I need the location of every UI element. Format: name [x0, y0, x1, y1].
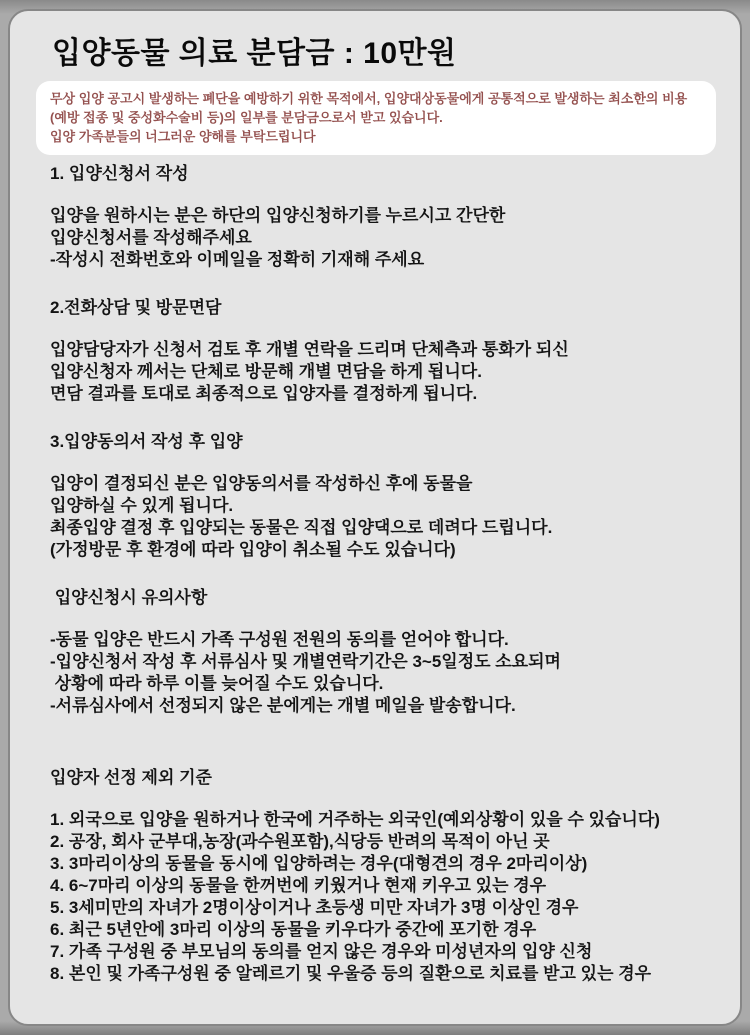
notice-line: 무상 입양 공고시 발생하는 폐단을 예방하기 위한 목적에서, 입양대상동물에게 공통적으로 발생하는 최소한의 비용	[50, 91, 688, 106]
list-item: 2. 공장, 회사 군부대,농장(과수원포함),식당등 반려의 목적이 아닌 곳	[50, 832, 550, 851]
body-line: -서류심사에서 선정되지 않은 분에게는 개별 메일을 발송합니다.	[50, 696, 516, 715]
section-exclusion-criteria	[50, 767, 702, 985]
body-line: 최종입양 결정 후 입양되는 동물은 직접 입양댁으로 데려다 드립니다.	[50, 518, 553, 537]
body-line: -작성시 전화번호와 이메일을 정확히 기재해 주세요	[50, 250, 425, 269]
section-heading: 2.전화상담 및 방문면담	[50, 298, 222, 317]
list-item: 6. 최근 5년안에 3마리 이상의 동물을 키우다가 중간에 포기한 경우	[50, 920, 537, 939]
section-cautions	[50, 587, 702, 717]
section-heading: 3.입양동의서 작성 후 입양	[50, 432, 243, 451]
notice-line: (예방 접종 및 중성화수술비 등)의 일부를 분담금으로서 받고 있습니다.	[50, 110, 443, 125]
section-body	[50, 809, 702, 985]
body-line: 상황에 따라 하루 이틀 늦어질 수도 있습니다.	[50, 674, 384, 693]
section-body	[50, 205, 702, 271]
list-item: 4. 6~7마리 이상의 동물을 한꺼번에 키웠거나 현재 키우고 있는 경우	[50, 876, 547, 895]
list-item: 3. 3마리이상의 동물을 동시에 입양하려는 경우(대형견의 경우 2마리이상)	[50, 854, 588, 873]
notice-line: 입양 가족분들의 너그러운 양해를 부탁드립니다	[50, 129, 316, 144]
body-line: 입양담당자가 신청서 검토 후 개별 연락을 드리며 단체측과 통화가 되신	[50, 340, 569, 359]
section-heading: 입양자 선정 제외 기준	[50, 768, 212, 787]
body-line: -동물 입양은 반드시 가족 구성원 전원의 동의를 얻어야 합니다.	[50, 630, 509, 649]
notice-card	[8, 9, 742, 1026]
fee-notice-box	[36, 81, 716, 155]
body-line: -입양신청서 작성 후 서류심사 및 개별연락기간은 3~5일정도 소요되며	[50, 652, 561, 671]
section-application-form	[50, 163, 702, 271]
section-heading: 1. 입양신청서 작성	[50, 164, 189, 183]
body-line: 입양이 결정되신 분은 입양동의서를 작성하신 후에 동물을	[50, 474, 473, 493]
section-body	[50, 473, 702, 561]
list-item: 5. 3세미만의 자녀가 2명이상이거나 초등생 미만 자녀가 3명 이상인 경우	[50, 898, 579, 917]
list-item: 1. 외국으로 입양을 원하거나 한국에 거주하는 외국인(예외상황이 있을 수 있습니다)	[50, 810, 660, 829]
section-body	[50, 339, 702, 405]
section-consent-adoption	[50, 431, 702, 561]
body-line: 입양하실 수 있게 됩니다.	[50, 496, 234, 515]
section-body	[50, 629, 702, 717]
list-item: 7. 가족 구성원 중 부모님의 동의를 얻지 않은 경우와 미성년자의 입양 신청	[50, 942, 593, 961]
section-heading: 입양신청시 유의사항	[50, 588, 208, 607]
body-line: 입양을 원하시는 분은 하단의 입양신청하기를 누르시고 간단한	[50, 206, 506, 225]
body-line: 입양신청서를 작성해주세요	[50, 228, 252, 247]
body-line: 면담 결과를 토대로 최종적으로 입양자를 결정하게 됩니다.	[50, 384, 478, 403]
list-item: 8. 본인 및 가족구성원 중 알레르기 및 우울증 등의 질환으로 치료를 받고 있는 경우	[50, 964, 652, 983]
body-line: 입양신청자 께서는 단체로 방문해 개별 면담을 하게 됩니다.	[50, 362, 482, 381]
page-title: 입양동물 의료 분담금 : 10만원	[52, 37, 457, 70]
section-phone-visit	[50, 297, 702, 405]
body-line: (가정방문 후 환경에 따라 입양이 취소될 수도 있습니다)	[50, 540, 456, 559]
